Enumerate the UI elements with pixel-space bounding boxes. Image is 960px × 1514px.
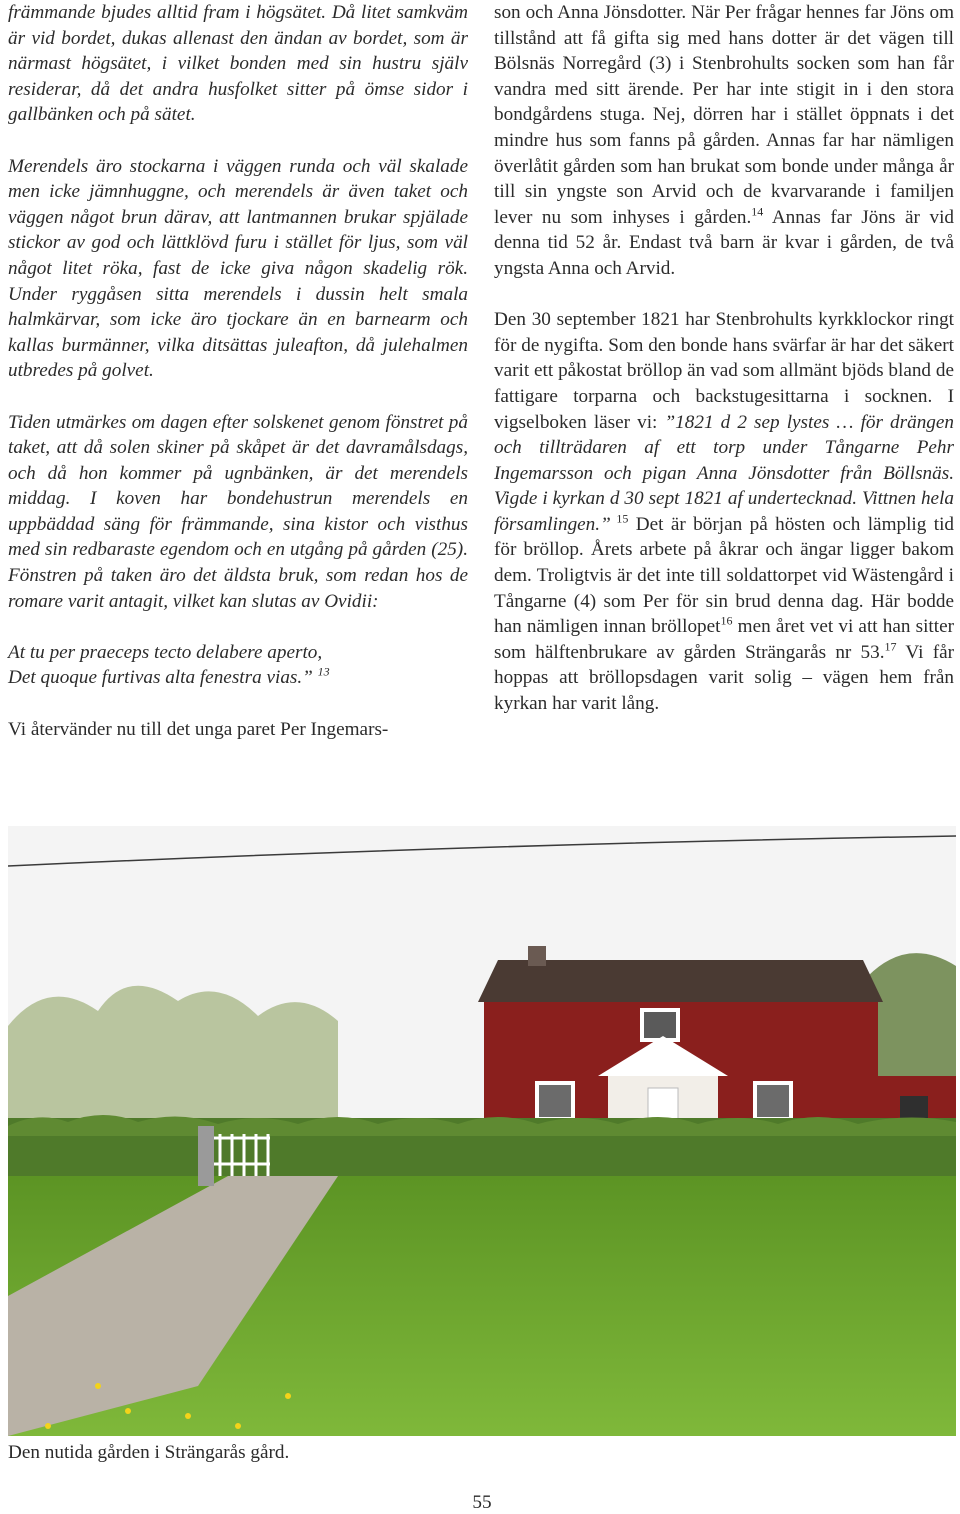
footnote-ref-16: 16: [720, 613, 733, 628]
chimney: [528, 946, 546, 966]
left-paragraph-4: Vi återvänder nu till det unga paret Per Ingemars-: [8, 718, 389, 740]
verse-line-2: [8, 665, 468, 691]
page-number: 55: [472, 1492, 492, 1513]
footnote-ref-15: 15: [610, 511, 629, 526]
farmhouse-photo: [8, 826, 956, 1436]
right-paragraph-1-text-a: son och Anna Jönsdotter. När Per frågar hennes far Jöns om tillstånd att få gifta sig med hans dotter är det vägen till Bölsnäs Norregård (3) i Stenbrohults socken som han får vandra med sitt ärende. Per har inte stigit in i den stora bondgårdens stuga. Nej, dörren har i stället öppnats i det mindre hus som fanns på gården. Annas far har nämligen överlåtit gården som han brukat som bonde under många år till sin yngste son Arvid och de kvarvarande i familjen lever nu som inhyses i gården.: [494, 2, 954, 228]
trees-left: [8, 986, 338, 1126]
right-paragraph-2: [494, 307, 954, 717]
footnote-ref-17: 17: [884, 639, 897, 654]
photo-caption: Den nutida gården i Strängarås gård.: [8, 1442, 290, 1463]
footnote-ref-13: 13: [317, 665, 330, 680]
church-record-quote: ”1821 d 2 sep lystes … för drängen och tillträdaren af ett torp under Tångarne Pehr Ingemarsson och pigan Anna Jönsdotter från Böllsnäs. Vigde i kyrkan d 30 sept 1821 af undertecknad. Vittnen hela församlingen.”: [494, 411, 955, 535]
right-paragraph-2-text-d: Vi får hoppas att bröllopsdagen varit solig – vägen hem från kyrkan har varit lång.: [494, 641, 955, 715]
right-column: [494, 0, 954, 717]
left-paragraph-3: Tiden utmärkes om dagen efter solskenet genom fönstret på taket, att då solen skiner på skåpet är det davramålsdags, och då hon kommer på ugnbänken, är det merendels middag. I koven har bondehustrun merendels en uppbäddad säng för främmande, sina kistor och visthus med sin redbaraste egendom och en utgång på gården (25). Fönstren på taken äro det äldsta bruk, som redan hos de romare varit antagit, vilket kan slutas av Ovidii:: [8, 411, 468, 612]
gate-post: [198, 1126, 214, 1186]
verse-line-2-text: Det quoque furtivas alta fenestra vias.”: [8, 667, 313, 689]
right-paragraph-1: [494, 0, 954, 282]
roof: [478, 960, 883, 1002]
verse-line-1: At tu per praeceps tecto delabere aperto,: [8, 641, 323, 663]
left-paragraph-1: främmande bjudes alltid fram i högsätet. Då litet samkväm är vid bordet, dukas allenast den ändan av bordet, som är närmast högsätet, i vilket bonden med sin hustru själv residerar, då det andra husfolket sitter på ömse sidor i gallbänken och på sätet.: [8, 2, 468, 126]
left-column: [8, 0, 468, 742]
footnote-ref-14: 14: [751, 204, 764, 219]
right-paragraph-2-text-b: Det är början på hösten och lämplig tid för bröllop. Årets arbete på åkrar och ängar ligger bakom dem. Troligtvis är det inte till soldattorpet vid Wästengård i Tångarne (4) som Per för sin brud denna dag. Här bodde han nämligen innan bröllopet: [494, 513, 954, 638]
left-paragraph-2: Merendels äro stockarna i väggen runda och väl skalade men icke jämnhuggne, och merendels är även taket och väggen något brun därav, att lantmannen brukar spjälade stickor av god och lättklövd furu i stället för ljus, som väl något litet röka, fast de icke giva någon skadelig rök. Under ryggåsen sitta merendels i dussin helt smala halmkärvar, som icke äro tjockare än en barnearm och kallas burmänner, vilka ditsättas juleafton, då julehalmen utbredes på golvet.: [8, 155, 468, 382]
right-paragraph-2-text-c: men året vet vi att han sitter som hälftenbrukare av gården Strängarås nr 53.: [494, 616, 954, 663]
right-paragraph-1-text-b: Annas far Jöns är vid denna tid 52 år. Endast två barn är kvar i gården, de två yngsta Anna och Arvid.: [494, 206, 954, 279]
right-paragraph-2-text-a: Den 30 september 1821 har Stenbrohults kyrkklockor ringt för de nygifta. Som den bonde hans svärfar är har det säkert varit ett påkostat bröllop än vad som allmänt bjöds bland de fattigare torparna och backstugesittarna i socknen. I vigselboken läser vi:: [494, 309, 954, 433]
